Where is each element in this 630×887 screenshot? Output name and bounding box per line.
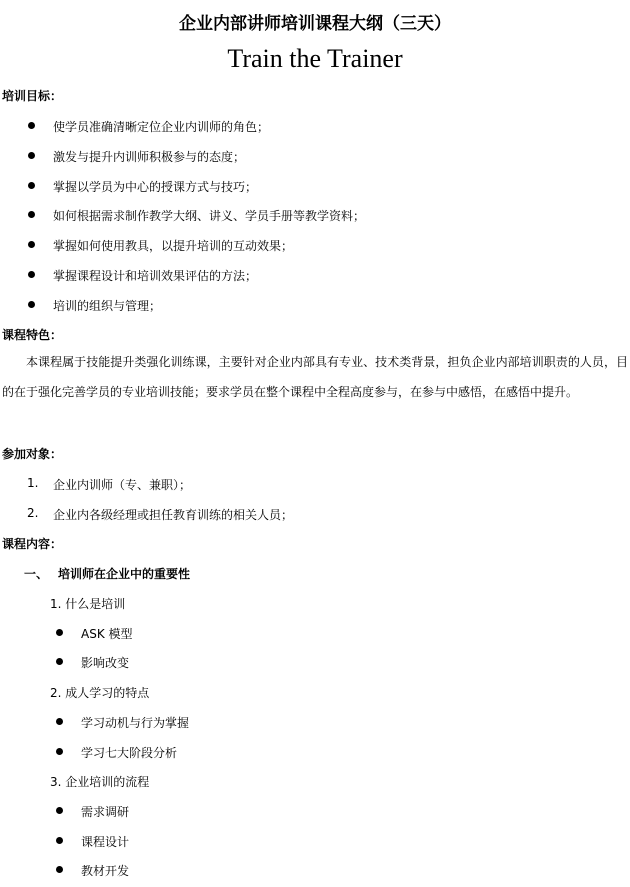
objective-item: 掌握以学员为中心的授课方式与技巧； (53, 179, 258, 194)
bullet-icon (28, 122, 35, 129)
document-subtitle: Train the Trainer (227, 44, 403, 73)
bullet-icon (28, 241, 35, 248)
audience-item-number: 2. (27, 506, 39, 520)
audience-item: 企业内训师（专、兼职）； (53, 478, 192, 492)
bullet-icon (56, 748, 63, 755)
section-title: 培训师在企业中的重要性 (58, 567, 191, 581)
bullet-icon (28, 152, 35, 159)
objective-item: 培训的组织与管理； (53, 298, 162, 313)
bullet-icon (28, 271, 35, 278)
objective-item: 掌握如何使用教具，以提升培训的互动效果； (53, 239, 294, 254)
bullet-icon (28, 301, 35, 308)
objective-item: 使学员准确清晰定位企业内训师的角色； (53, 120, 270, 134)
bullet-icon (28, 182, 35, 189)
objective-item: 激发与提升内训师积极参与的态度； (53, 149, 246, 164)
subsection-item: 教材开发 (81, 864, 130, 879)
subsection-item: 影响改变 (81, 656, 130, 671)
subsection-item: 学习七大阶段分析 (81, 745, 178, 760)
subsection-item: 课程设计 (81, 834, 130, 849)
objectives-heading: 培训目标： (2, 89, 63, 103)
subsection-label: 3. 企业培训的流程 (50, 775, 150, 790)
subsection-item: 学习动机与行为掌握 (81, 715, 190, 730)
bullet-icon (28, 211, 35, 218)
bullet-icon (56, 837, 63, 844)
subsection-item: 需求调研 (81, 804, 130, 819)
objective-item: 如何根据需求制作教学大纲、讲义、学员手册等教学资料； (53, 209, 366, 224)
bullet-icon (56, 807, 63, 814)
document-title: 企业内部讲师培训课程大纲（三天） (179, 14, 451, 34)
subsection-item: ASK 模型 (81, 626, 133, 641)
audience-item-number: 1. (27, 476, 39, 490)
bullet-icon (56, 866, 63, 873)
features-paragraph: 本课程属于技能提升类强化训练课，主要针对企业内部具有专业、技术类背景，担负企业内部培训职责的人员，目的在于强化完善学员的专业培训技能；要求学员在整个课程中全程高度参与，在参与中感悟，在感悟中提升。 (2, 355, 628, 399)
content-heading: 课程内容： (2, 537, 63, 551)
subsection-label: 2. 成人学习的特点 (50, 686, 150, 701)
bullet-icon (56, 629, 63, 636)
audience-heading: 参加对象： (2, 447, 63, 461)
section-number: 一、 (24, 567, 49, 581)
objective-item: 掌握课程设计和培训效果评估的方法； (53, 269, 258, 283)
bullet-icon (56, 658, 63, 665)
subsection-label: 1. 什么是培训 (50, 597, 126, 611)
audience-item: 企业内各级经理或担任教育训练的相关人员； (53, 508, 294, 522)
features-heading: 课程特色： (2, 328, 63, 342)
bullet-icon (56, 718, 63, 725)
